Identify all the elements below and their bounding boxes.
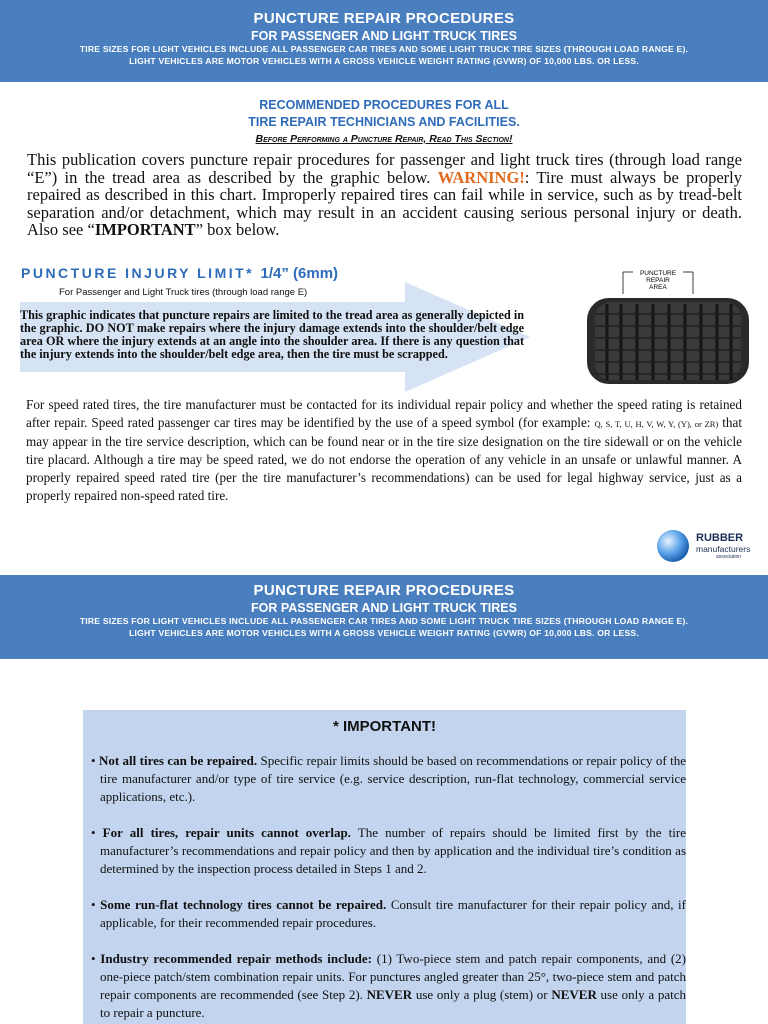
rma-logo-icon <box>655 528 691 564</box>
intro-paragraph <box>27 151 742 239</box>
important-bullet: • Industry recommended repair methods include: (1) Two-piece stem and patch repair components, and (2) one-piece patch/stem combination repair units. For punctures angled greater than 25°, two-piece stem and patch repair components are recommended (see Step 2). NEVER use only a plug (stem) or NEVER use only a patch to repair a puncture. <box>91 951 686 1020</box>
important-title: * IMPORTANT! <box>332 718 437 735</box>
intro-text-2: : Tire must always be properly repaired as described in this chart. Improperly repaired tires can fail while in service, such as by tread-belt separation and/or detachment, which may result in an accident causing serious personal injury or death. Also see “ <box>27 167 742 239</box>
header-title-2: PUNCTURE REPAIR PROCEDURES <box>253 582 515 599</box>
never-label: NEVER <box>551 987 597 1002</box>
injury-limit-measure: 1/4” (6mm) <box>260 265 339 282</box>
recommended-line2: TIRE REPAIR TECHNICIANS AND FACILITIES. <box>248 115 520 129</box>
injury-limit-body: This graphic indicates that puncture repairs are limited to the tread area as generally depicted in the graphic. DO NOT make repairs where the injury damage extends into the shoulder/belt edge area OR where the injury extends at an angle into the shoulder area. If there is any question that the injury extends into the shoulder/belt edge area, then the tire must be scrapped. <box>20 308 524 361</box>
speed-text-1: For speed rated tires, the tire manufacturer must be contacted for its individual repair policy and whether the speed rating is retained after repair. Speed rated passenger car tires may be identified by the use of a speed symbol (for example: <box>26 397 742 430</box>
important-ref: IMPORTANT <box>94 220 196 239</box>
recommended-heading <box>0 97 768 148</box>
header-subtitle: FOR PASSENGER AND LIGHT TRUCK TIRES <box>251 29 517 43</box>
tire-tread-graphic <box>585 268 749 386</box>
important-bullet: • Not all tires can be repaired. Specific repair limits should be based on recommendations or repair policy of the tire manufacturer and/or type of tire service (e.g. service description, run-flat technology, commercial service applications, etc.). <box>91 753 686 804</box>
injury-limit-title <box>21 265 338 282</box>
speed-rated-paragraph <box>26 396 742 505</box>
injury-limit-subtitle: For Passenger and Light Truck tires (through load range E) <box>59 287 308 298</box>
bullet-bold: Industry recommended repair methods include: <box>100 951 373 966</box>
tire-label-line3: AREA <box>649 284 667 291</box>
bullet-bold: Some run-flat technology tires cannot be repaired. <box>100 897 387 912</box>
intro-text-1: This publication covers puncture repair procedures for passenger and light truck tires (through load range “E”) in the tread area as described by the graphic below. <box>27 150 742 187</box>
header-banner-top <box>0 0 768 82</box>
header-title: PUNCTURE REPAIR PROCEDURES <box>253 10 515 27</box>
important-box <box>83 710 686 1024</box>
logo-sub2: association <box>716 554 742 560</box>
header-note-line2-2: LIGHT VEHICLES ARE MOTOR VEHICLES WITH A GROSS VEHICLE WEIGHT RATING (GVWR) OF 10,000 LBS. OR LESS. <box>129 628 639 638</box>
bullet-bold: For all tires, repair units cannot overlap. <box>102 825 351 840</box>
header-note-line1-2: TIRE SIZES FOR LIGHT VEHICLES INCLUDE ALL PASSENGER CAR TIRES AND SOME LIGHT TRUCK TIRE SIZES (THROUGH LOAD RANGE E). <box>79 616 689 626</box>
speed-codes: Q, S, T, U, H, V, W, Y, (Y), or ZR) <box>594 419 719 429</box>
speed-text-2: that may appear in the tire service description, which can be found near or in the tire size designation on the tire sidewall or on the vehicle tire placard. Although a tire may be speed rated, we do not endorse the operation of any vehicle in an unsafe or unlawful manner. A properly repaired speed rated tire (per the tire manufacturer’s recommendations) can be used for legal highway service, just as a properly repaired non-speed rated tire. <box>26 415 742 503</box>
bullet-text: Consult tire manufacturer for their repair policy and, if applicable, for their recommended repair procedures. <box>100 897 686 930</box>
tire-label-line1: PUNCTURE <box>639 270 677 277</box>
recommended-line1: RECOMMENDED PROCEDURES FOR ALL <box>259 98 509 112</box>
intro-text-3: ” box below. <box>195 220 280 239</box>
header-note-line2: LIGHT VEHICLES ARE MOTOR VEHICLES WITH A GROSS VEHICLE WEIGHT RATING (GVWR) OF 10,000 LBS. OR LESS. <box>129 56 639 66</box>
logo-sub: manufacturers <box>696 544 751 554</box>
warning-label: WARNING! <box>437 167 525 187</box>
header-subtitle-2: FOR PASSENGER AND LIGHT TRUCK TIRES <box>251 601 517 615</box>
injury-limit-label: PUNCTURE INJURY LIMIT* <box>21 265 255 281</box>
logo-word: RUBBER <box>696 532 744 544</box>
important-bullet: • Some run-flat technology tires cannot be repaired. Consult tire manufacturer for their repair policy and, if applicable, for their recommended repair procedures. <box>91 897 686 930</box>
header-banner-bottom <box>0 575 768 659</box>
header-note-line1: TIRE SIZES FOR LIGHT VEHICLES INCLUDE ALL PASSENGER CAR TIRES AND SOME LIGHT TRUCK TIRE SIZES (THROUGH LOAD RANGE E). <box>79 44 689 54</box>
bullet-bold: Not all tires can be repaired. <box>98 753 258 768</box>
tire-label-line2: REPAIR <box>646 277 670 284</box>
bullet-text-end: use only a patch to repair a puncture. <box>100 987 686 1020</box>
bullet-text: The number of repairs should be limited first by the tire manufacturer’s recommendations and repair policy and then by application and the individual tire’s condition as determined by the inspection process detailed in Steps 1 and 2. <box>100 825 686 876</box>
read-before-notice: Before Performing a Puncture Repair, Read This Section! <box>255 133 513 145</box>
bullet-text: Specific repair limits should be based on recommendations or repair policy of the tire manufacturer and/or type of tire service (e.g. service description, run-flat technology, commercial service applications, etc.). <box>100 753 686 804</box>
never-label: NEVER <box>366 987 413 1002</box>
bullet-text-mid: use only a plug (stem) or <box>412 987 552 1002</box>
bullet-text: (1) Two-piece stem and patch repair components, and (2) one-piece patch/stem combination repair units. For punctures angled greater than 25°, two-piece stem and patch repair components are recommended (see Step 2). <box>100 951 686 1002</box>
important-bullet: • For all tires, repair units cannot overlap. The number of repairs should be limited first by the tire manufacturer’s recommendations and repair policy and then by application and the individual tire’s condition as determined by the inspection process detailed in Steps 1 and 2. <box>91 825 686 876</box>
